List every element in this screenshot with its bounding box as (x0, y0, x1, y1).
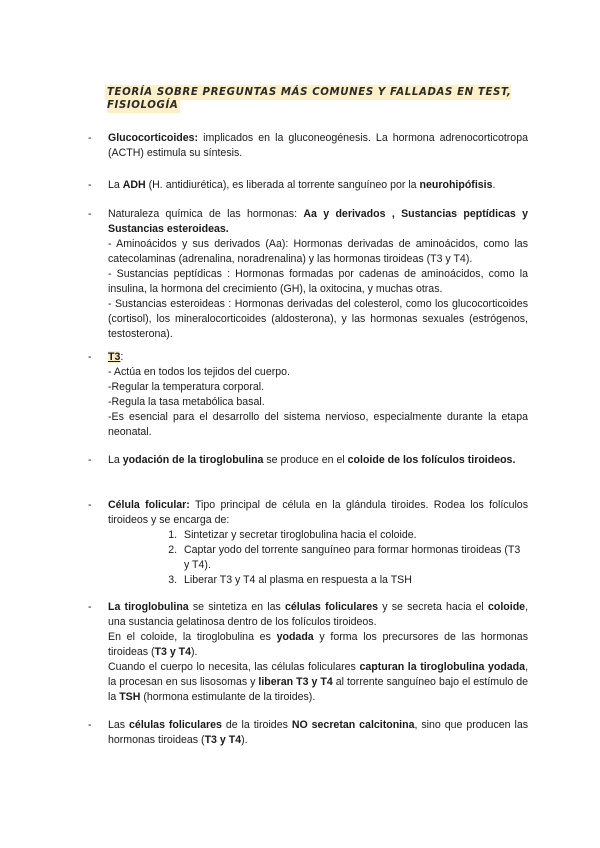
term-bold: Glucocorticoides: (108, 132, 199, 144)
text-run: , la procesan en sus lisosomas y (108, 661, 529, 688)
term-bold: Aa y derivados , Sustancias peptídicas y Sustancias esteroideas. (108, 208, 528, 235)
text-run: al torrente sanguíneo bajo el estímulo de la (108, 676, 528, 703)
text-run: En el coloide, la tiroglobulina es (108, 631, 277, 643)
document-title (107, 86, 527, 112)
bullet-dash: - (88, 208, 92, 220)
term-bold: yodación de la tiroglobulina (122, 454, 264, 466)
text-run: , sino que producen las hormonas tiroideas ( (108, 719, 529, 746)
item-text (108, 498, 528, 588)
text-run: La (108, 179, 123, 191)
term-bold: yodada (276, 631, 314, 643)
item-heading (108, 207, 528, 237)
text-run: y se secreta hacia el (378, 601, 488, 613)
bullet-dash: - (88, 132, 92, 144)
paragraph (108, 600, 528, 630)
subitem: - Actúa en todos los tejidos del cuerpo. (108, 366, 290, 378)
text-run: Cuando el cuerpo lo necesita, las células foliculares (108, 661, 360, 673)
subitem: -Regular la temperatura corporal. (108, 381, 265, 393)
item-intro (108, 498, 528, 528)
text-run: Tipo principal de célula en la glándula tiroides. Rodea los folículos tiroideos y se encarga de: (108, 499, 528, 526)
item-sentence: implicados en la gluconeogénesis. La hormona adrenocorticotropa (ACTH) estimula su síntesis. (108, 132, 528, 159)
term-bold: La tiroglobulina (108, 601, 189, 613)
item-text (108, 600, 528, 705)
term-bold: neurohipófisis (419, 179, 493, 191)
term-bold: ADH (122, 179, 146, 191)
item-heading (108, 350, 528, 365)
item-text (108, 178, 528, 193)
bullet-dash: - (88, 499, 92, 511)
term-bold: coloide de los folículos tiroideos. (347, 454, 516, 466)
term-bold: Célula folicular: (108, 499, 190, 511)
subitem-peptidicas: - Sustancias peptídicas : Hormonas formadas por cadenas de aminoácidos, como la insulina, la hormona del crecimiento (GH), la oxitocina, y muchas otras. (108, 268, 528, 295)
text-run: se produce en el (263, 454, 348, 466)
term-bold: capturan la tiroglobulina yodada (359, 661, 526, 673)
paragraph (108, 630, 528, 660)
item-text (108, 718, 528, 748)
item-text (108, 207, 528, 342)
bullet-dash: - (88, 179, 92, 191)
bullet-dash: - (88, 719, 92, 731)
numbered-list-item: 3. Liberar T3 y T4 al plasma en respuesta a la TSH (180, 573, 528, 588)
term-bold: coloide (487, 601, 526, 613)
title-highlight: TEORÍA SOBRE PREGUNTAS MÁS COMUNES Y FALLADAS EN TEST, FISIOLOGÍA (107, 87, 512, 111)
item-text (108, 350, 528, 440)
bullet-dash: - (88, 351, 92, 363)
term-bold: T3 (108, 351, 121, 363)
term-bold: NO secretan calcitonina (291, 719, 415, 731)
text-run: . (492, 179, 496, 191)
text-run: Naturaleza química de las hormonas: (108, 208, 304, 220)
item-text (108, 453, 528, 468)
text-run: Las (108, 719, 130, 731)
text-run: y forma los precursores de las hormonas tiroideas ( (108, 631, 528, 658)
subitem-esteroideas: - Sustancias esteroideas : Hormonas derivadas del colesterol, como los glucocorticoides (cortisol), los mineralocorticoides (aldosterona), y las hormonas sexuales (estrógenos, testosterona). (108, 298, 528, 340)
bullet-dash: - (88, 454, 92, 466)
item-text (108, 131, 528, 161)
subitem-aminoacidos: - Aminoácidos y sus derivados (Aa): Hormonas derivadas de aminoácidos, como las catecolaminas (adrenalina, noradrenalina) y las hormonas tiroideas (T3 y T4). (108, 238, 528, 265)
text-run: de la tiroides (221, 719, 292, 731)
subitem: -Regula la tasa metabólica basal. (108, 396, 265, 408)
text-run: (hormona estimulante de la tiroides). (140, 691, 316, 703)
text-run: La (108, 454, 123, 466)
numbered-list (108, 528, 528, 588)
term-bold: células foliculares (284, 601, 379, 613)
subitem: -Es esencial para el desarrollo del sistema nervioso, especialmente durante la etapa neonatal. (108, 411, 528, 438)
text-run: , una sustancia gelatinosa dentro de los folículos tiroideos. (108, 601, 529, 628)
text-run: : (120, 351, 124, 363)
term-bold: TSH (119, 691, 141, 703)
text-run: ). (241, 734, 248, 746)
paragraph (108, 660, 528, 705)
text-run: se sintetiza en las (188, 601, 285, 613)
text-run: (H. antidiurética), es liberada al torrente sanguíneo por la (145, 179, 420, 191)
term-bold: T3 y T4 (204, 734, 242, 746)
text-run: ). (191, 646, 198, 658)
numbered-list-item: 1. Sintetizar y secretar tiroglobulina hacia el coloide. (180, 528, 528, 543)
numbered-list-item: 2. Captar yodo del torrente sanguíneo para formar hormonas tiroideas (T3 y T4). (180, 543, 528, 573)
term-bold: liberan T3 y T4 (258, 676, 333, 688)
term-bold: T3 y T4 (154, 646, 192, 658)
term-bold: células foliculares (129, 719, 222, 731)
bullet-dash: - (88, 601, 92, 613)
